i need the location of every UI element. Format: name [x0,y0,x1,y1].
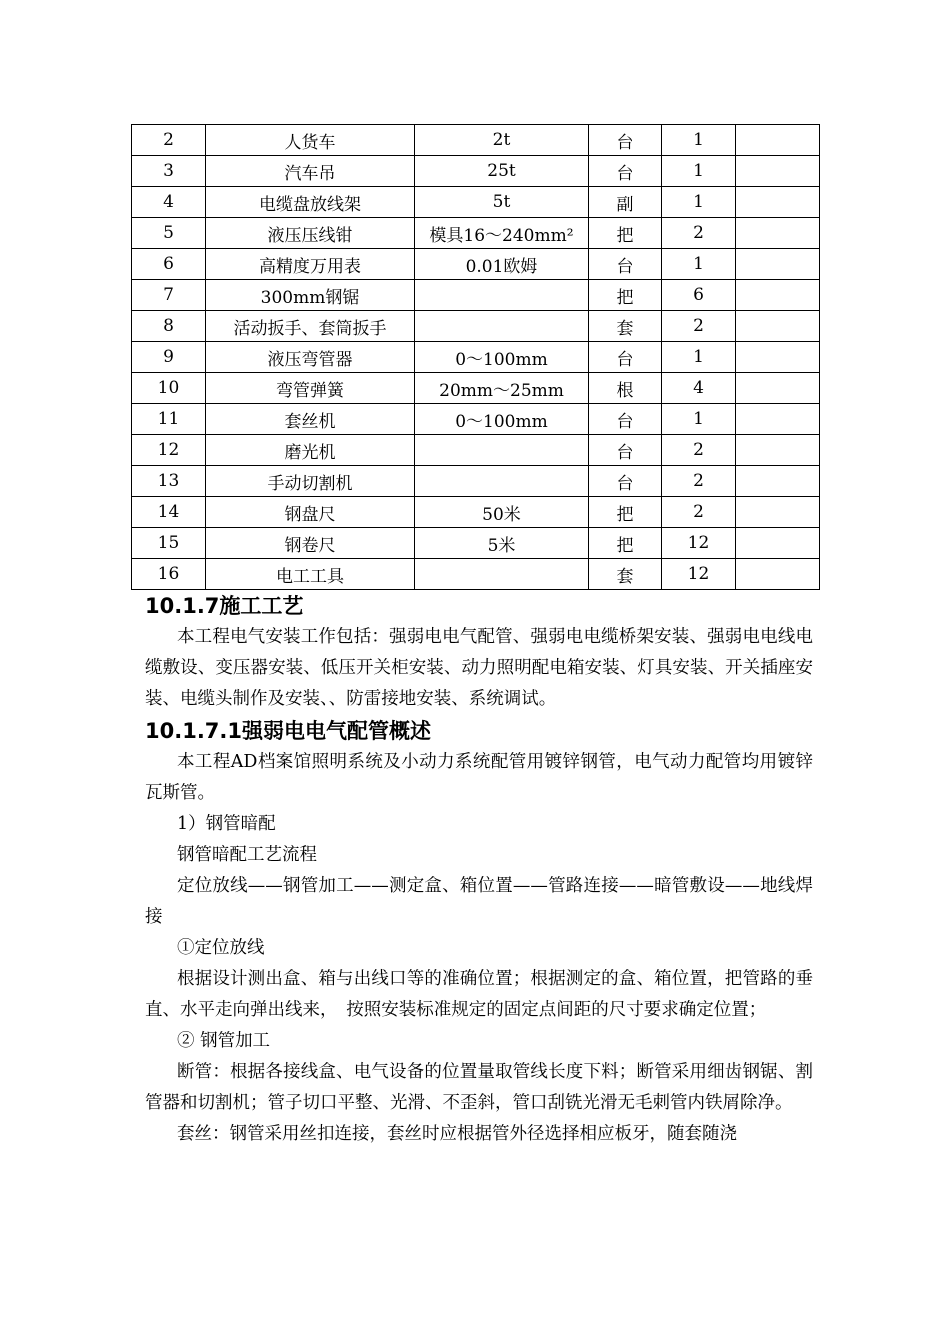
cell-remark [736,404,820,435]
cell-spec: 5t [415,187,589,218]
cell-index: 8 [132,311,206,342]
cell-spec [415,435,589,466]
cell-remark [736,342,820,373]
cell-quantity: 1 [662,342,736,373]
cell-name: 钢盘尺 [206,497,415,528]
table-row [132,156,820,187]
cell-quantity: 6 [662,280,736,311]
cell-remark [736,435,820,466]
cell-name: 钢卷尺 [206,528,415,559]
cell-remark [736,156,820,187]
section-heading-conduit-overview: 10.1.7.1强弱电电气配管概述 [145,719,431,743]
cell-index: 14 [132,497,206,528]
cell-name: 活动扳手、套筒扳手 [206,311,415,342]
cell-spec [415,280,589,311]
table-row [132,528,820,559]
table-row [132,311,820,342]
document-body [145,590,813,1150]
cell-quantity: 1 [662,125,736,156]
table-row [132,497,820,528]
cell-name: 300mm钢锯 [206,280,415,311]
cell-name: 电缆盘放线架 [206,187,415,218]
cell-spec: 模具16～240mm² [415,218,589,249]
table-row [132,280,820,311]
cell-remark [736,466,820,497]
cell-unit: 台 [589,466,662,497]
table-row [132,466,820,497]
cell-index: 16 [132,559,206,590]
cell-index: 13 [132,466,206,497]
cell-index: 15 [132,528,206,559]
cell-spec: 5米 [415,528,589,559]
cell-index: 7 [132,280,206,311]
cell-spec: 2t [415,125,589,156]
cell-unit: 台 [589,342,662,373]
paragraph-cutting-detail: 断管：根据各接线盒、电气设备的位置量取管线长度下料；断管采用细齿钢锯、割管器和切割机；管子切口平整、光滑、不歪斜，管口刮铣光滑无毛刺管内铁屑除净。 [145,1062,813,1113]
cell-spec [415,466,589,497]
cell-remark [736,559,820,590]
table-row [132,373,820,404]
cell-unit: 根 [589,373,662,404]
cell-quantity: 2 [662,218,736,249]
cell-name: 磨光机 [206,435,415,466]
cell-spec: 25t [415,156,589,187]
cell-name: 弯管弹簧 [206,373,415,404]
cell-remark [736,187,820,218]
cell-name: 汽车吊 [206,156,415,187]
table-row [132,342,820,373]
cell-index: 5 [132,218,206,249]
cell-quantity: 1 [662,156,736,187]
cell-name: 手动切割机 [206,466,415,497]
cell-unit: 台 [589,156,662,187]
cell-unit: 台 [589,249,662,280]
cell-name: 套丝机 [206,404,415,435]
cell-spec: 0.01欧姆 [415,249,589,280]
paragraph-scope: 本工程电气安装工作包括：强弱电电气配管、强弱电电缆桥架安装、强弱电电线电缆敷设、变压器安装、低压开关柜安装、动力照明配电箱安装、灯具安装、开关插座安装、电缆头制作及安装、、防雷接地安装、系统调试。 [145,627,813,709]
section-heading-construction-process: 10.1.7施工工艺 [145,594,304,618]
cell-index: 11 [132,404,206,435]
table-row [132,187,820,218]
cell-spec: 20mm～25mm [415,373,589,404]
cell-unit: 套 [589,311,662,342]
cell-spec [415,559,589,590]
cell-quantity: 1 [662,187,736,218]
cell-quantity: 12 [662,528,736,559]
cell-index: 10 [132,373,206,404]
cell-index: 4 [132,187,206,218]
table-row [132,249,820,280]
cell-spec [415,311,589,342]
cell-quantity: 2 [662,311,736,342]
cell-unit: 台 [589,435,662,466]
cell-unit: 把 [589,280,662,311]
cell-index: 2 [132,125,206,156]
paragraph-positioning-detail: 根据设计测出盒、箱与出线口等的准确位置；根据测定的盒、箱位置，把管路的垂直、水平走向弹出线来， 按照安装标准规定的固定点间距的尺寸要求确定位置； [145,969,813,1020]
paragraph-conduit-material: 本工程AD档案馆照明系统及小动力系统配管用镀锌钢管，电气动力配管均用镀锌瓦斯管。 [145,752,813,803]
cell-index: 12 [132,435,206,466]
cell-name: 高精度万用表 [206,249,415,280]
equipment-table [131,124,820,590]
cell-name: 人货车 [206,125,415,156]
paragraph-concealed-steel-pipe: 1）钢管暗配 [177,814,276,834]
cell-name: 液压压线钳 [206,218,415,249]
cell-quantity: 2 [662,435,736,466]
paragraph-process-flow-title: 钢管暗配工艺流程 [177,845,317,865]
cell-remark [736,373,820,404]
cell-unit: 把 [589,497,662,528]
cell-quantity: 2 [662,466,736,497]
paragraph-process-flow: 定位放线——钢管加工——测定盒、箱位置——管路连接——暗管敷设——地线焊接 [145,876,813,927]
paragraph-step-positioning: ①定位放线 [177,938,265,958]
cell-remark [736,497,820,528]
table-row [132,125,820,156]
table-row [132,559,820,590]
cell-remark [736,249,820,280]
cell-remark [736,280,820,311]
table-row [132,435,820,466]
cell-spec: 50米 [415,497,589,528]
cell-unit: 把 [589,528,662,559]
cell-quantity: 4 [662,373,736,404]
cell-spec: 0～100mm [415,342,589,373]
cell-quantity: 2 [662,497,736,528]
cell-unit: 台 [589,404,662,435]
cell-unit: 副 [589,187,662,218]
paragraph-threading-detail: 套丝：钢管采用丝扣连接，套丝时应根据管外径选择相应板牙，随套随浇 [177,1124,737,1144]
cell-remark [736,528,820,559]
cell-remark [736,218,820,249]
paragraph-step-processing: ② 钢管加工 [177,1031,271,1051]
table-row [132,404,820,435]
cell-index: 9 [132,342,206,373]
cell-unit: 套 [589,559,662,590]
cell-remark [736,125,820,156]
cell-name: 液压弯管器 [206,342,415,373]
cell-quantity: 12 [662,559,736,590]
cell-quantity: 1 [662,404,736,435]
cell-spec: 0～100mm [415,404,589,435]
cell-quantity: 1 [662,249,736,280]
cell-unit: 把 [589,218,662,249]
cell-index: 6 [132,249,206,280]
cell-unit: 台 [589,125,662,156]
cell-remark [736,311,820,342]
cell-name: 电工工具 [206,559,415,590]
cell-index: 3 [132,156,206,187]
table-row [132,218,820,249]
